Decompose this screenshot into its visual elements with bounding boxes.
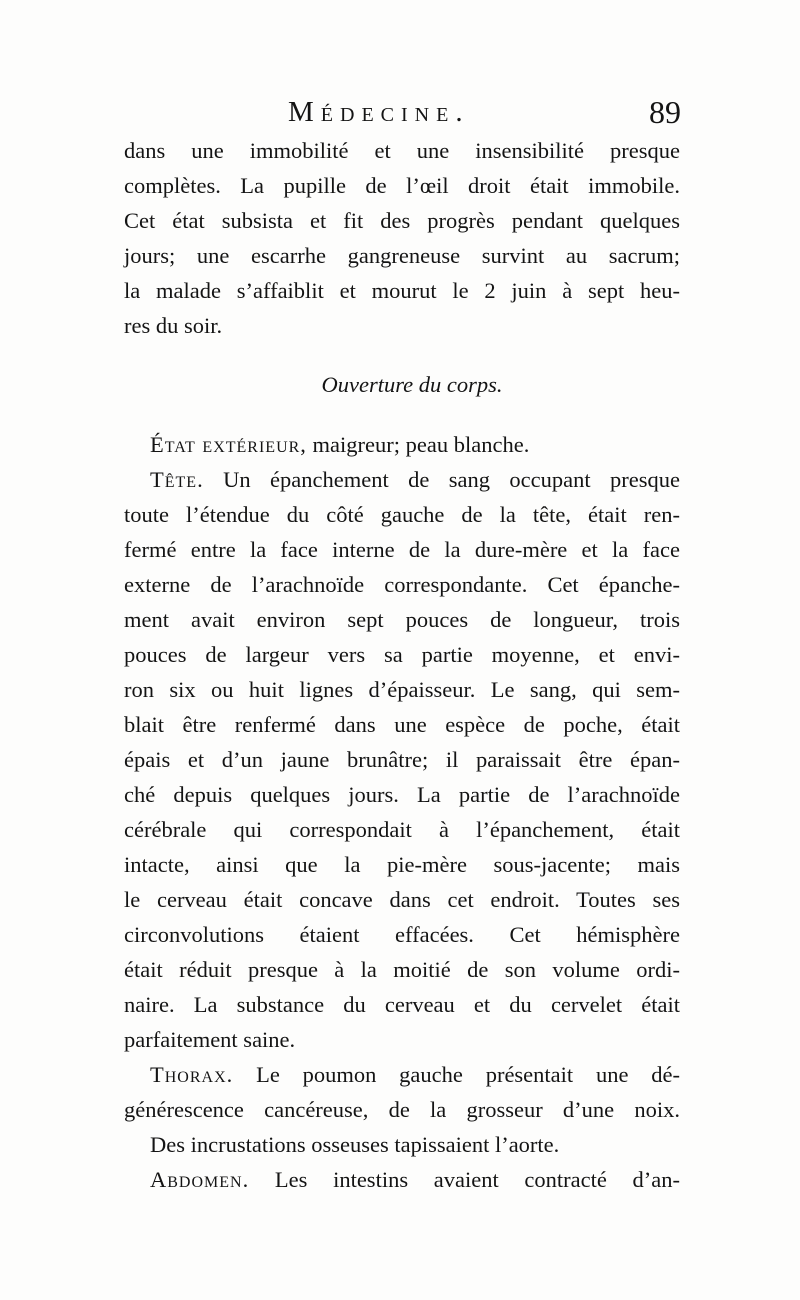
text-line: jours; une escarrhe gangreneuse survint au sacrum;	[124, 243, 680, 268]
paragraph-thorax-first-line	[124, 1057, 680, 1092]
text-line: pouces de largeur vers sa partie moyenne, et envi-	[124, 642, 680, 667]
text-line: ché depuis quelques jours. La partie de l’arachnoïde	[124, 782, 680, 807]
text-line: générescence cancéreuse, de la grosseur d’une noix.	[124, 1097, 680, 1122]
text-line: épais et d’un jaune brunâtre; il paraissait être épan-	[124, 747, 680, 772]
text-line: était réduit presque à la moitié de son volume ordi-	[124, 957, 680, 982]
tete-label: Tête.	[150, 467, 204, 492]
text-line: Cet état subsista et fit des progrès pendant quelques	[124, 208, 680, 233]
text-line: naire. La substance du cerveau et du cervelet était	[124, 992, 680, 1017]
paragraph-abdomen-first-line	[124, 1162, 680, 1197]
text-line: ron six ou huit lignes d’épaisseur. Le sang, qui sem-	[124, 677, 680, 702]
text-line: ment avait environ sept pouces de longueur, trois	[124, 607, 680, 632]
text-line: toute l’étendue du côté gauche de la tête, était ren-	[124, 502, 680, 527]
text-line: fermé entre la face interne de la dure-mère et la face	[124, 537, 680, 562]
text-line: cérébrale qui correspondait à l’épanchement, était	[124, 817, 680, 842]
text-line: res du soir.	[124, 313, 223, 338]
etat-label: État extérieur,	[150, 432, 307, 457]
text-line: intacte, ainsi que la pie-mère sous-jacente; mais	[124, 852, 680, 877]
thorax-label: Thorax.	[150, 1062, 234, 1087]
abdomen-first-text: Les intestins avaient contracté d’an-	[249, 1167, 680, 1192]
thorax-first-text: Le poumon gauche présentait une dé-	[233, 1062, 680, 1087]
paragraph-etat-exterieur	[124, 427, 680, 462]
text-line: dans une immobilité et une insensibilité presque	[124, 138, 680, 163]
tete-first-text: Un épanchement de sang occupant presque	[203, 467, 680, 492]
text-line: complètes. La pupille de l’œil droit était immobile.	[124, 173, 680, 198]
text-line: la malade s’affaiblit et mourut le 2 juin à sept heu-	[124, 278, 680, 303]
text-line: le cerveau était concave dans cet endroit. Toutes ses	[124, 887, 680, 912]
text-line: Des incrustations osseuses tapissaient l’aorte.	[150, 1132, 560, 1157]
etat-text: maigreur; peau blanche.	[306, 432, 530, 457]
page-number: 89	[649, 94, 681, 130]
page-header	[120, 92, 685, 132]
running-title: Médecine.	[288, 96, 470, 128]
section-heading: Ouverture du corps.	[321, 372, 503, 397]
body-text	[124, 133, 680, 1197]
text-line: blait être renfermé dans une espèce de poche, était	[124, 712, 680, 737]
abdomen-label: Abdomen.	[150, 1167, 250, 1192]
text-line: circonvolutions étaient effacées. Cet hémisphère	[124, 922, 680, 947]
text-line: parfaitement saine.	[124, 1027, 296, 1052]
text-line: externe de l’arachnoïde correspondante. Cet épanche-	[124, 572, 680, 597]
paragraph-tete-first-line	[124, 462, 680, 497]
